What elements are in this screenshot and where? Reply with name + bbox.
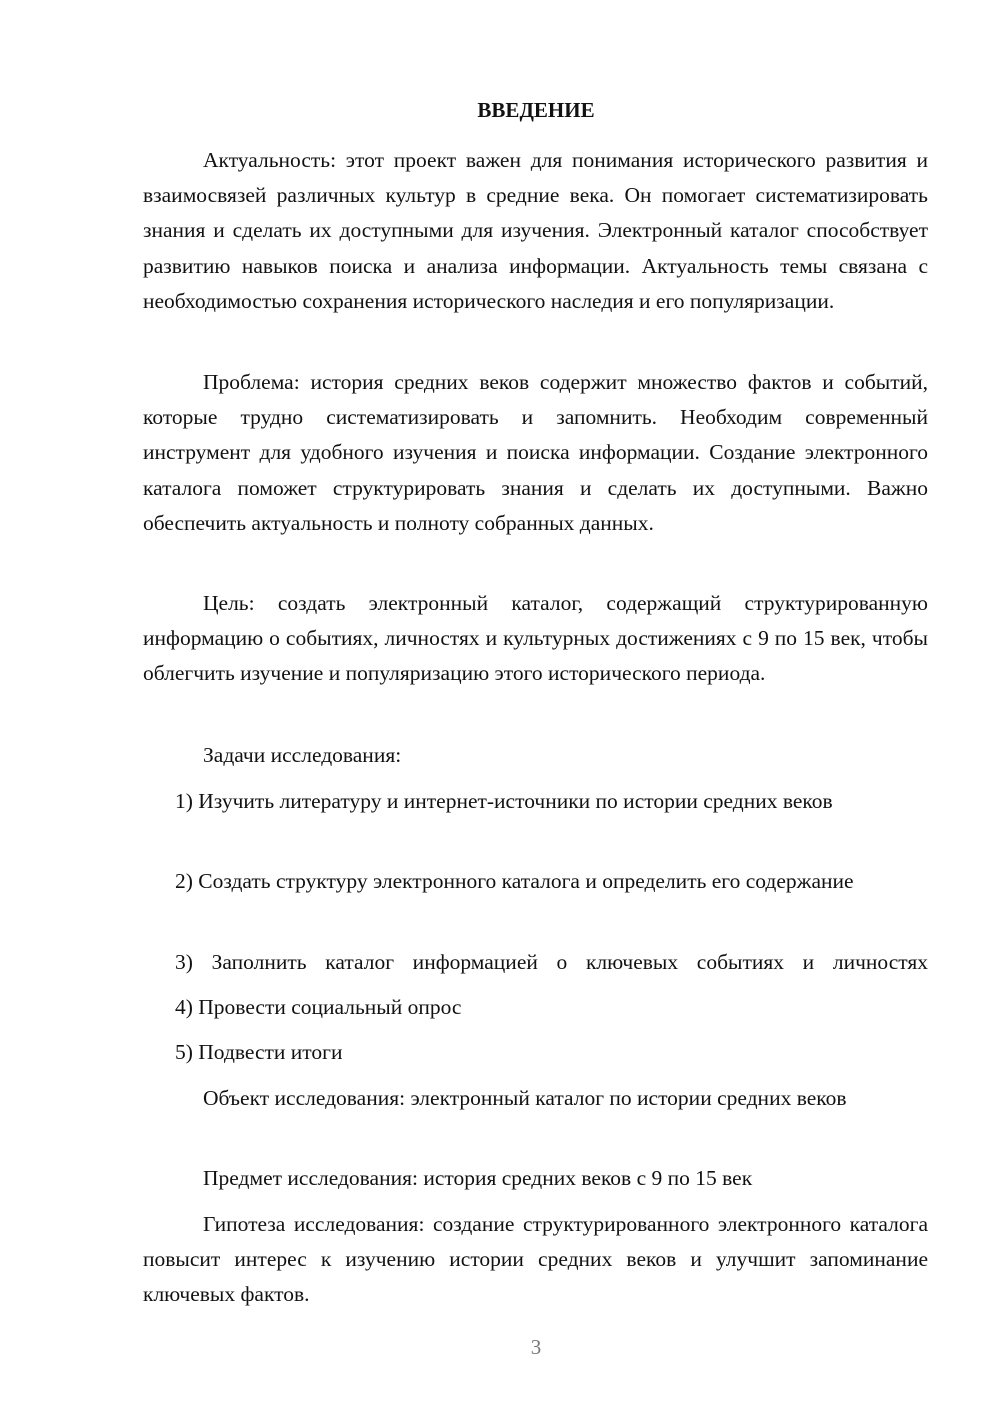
task-item-3: 3) Заполнить каталог информацией о ключевых событиях и личностях (175, 950, 928, 974)
task-item-2: 2) Создать структуру электронного каталога и определить его содержание (175, 869, 854, 893)
goal-paragraph: Цель: создать электронный каталог, содержащий структурированную информацию о событиях, личностях и культурных достижениях с 9 по 15 век, чтобы облегчить изучение и популяризацию этого исторического периода. (143, 591, 928, 686)
problem-paragraph: Проблема: история средних веков содержит множество фактов и событий, которые трудно систематизировать и запомнить. Необходим современный инструмент для удобного изучения и поиска информации. Создание электронного каталога поможет структурировать знания и сделать их доступными. Важно обеспечить актуальность и полноту собранных данных. (143, 370, 928, 535)
task-item-5: 5) Подвести итоги (175, 1040, 343, 1064)
subject-paragraph: Предмет исследования: история средних веков с 9 по 15 век (203, 1166, 753, 1190)
hypothesis-paragraph: Гипотеза исследования: создание структурированного электронного каталога повысит интерес к изучению истории средних веков и улучшит запоминание ключевых фактов. (143, 1212, 928, 1307)
page-title: ВВЕДЕНИЕ (477, 98, 595, 122)
object-paragraph: Объект исследования: электронный каталог по истории средних веков (203, 1086, 847, 1110)
tasks-heading: Задачи исследования: (203, 743, 402, 767)
task-item-4: 4) Провести социальный опрос (175, 995, 462, 1019)
task-item-1: 1) Изучить литературу и интернет-источники по истории средних веков (175, 789, 833, 813)
relevance-paragraph: Актуальность: этот проект важен для понимания исторического развития и взаимосвязей различных культур в средние века. Он помогает систематизировать знания и сделать их доступными для изучения. Электронный каталог способствует развитию навыков поиска и анализа информации. Актуальность темы связана с необходимостью сохранения исторического наследия и его популяризации. (143, 148, 928, 313)
page-number: 3 (530, 1335, 542, 1359)
